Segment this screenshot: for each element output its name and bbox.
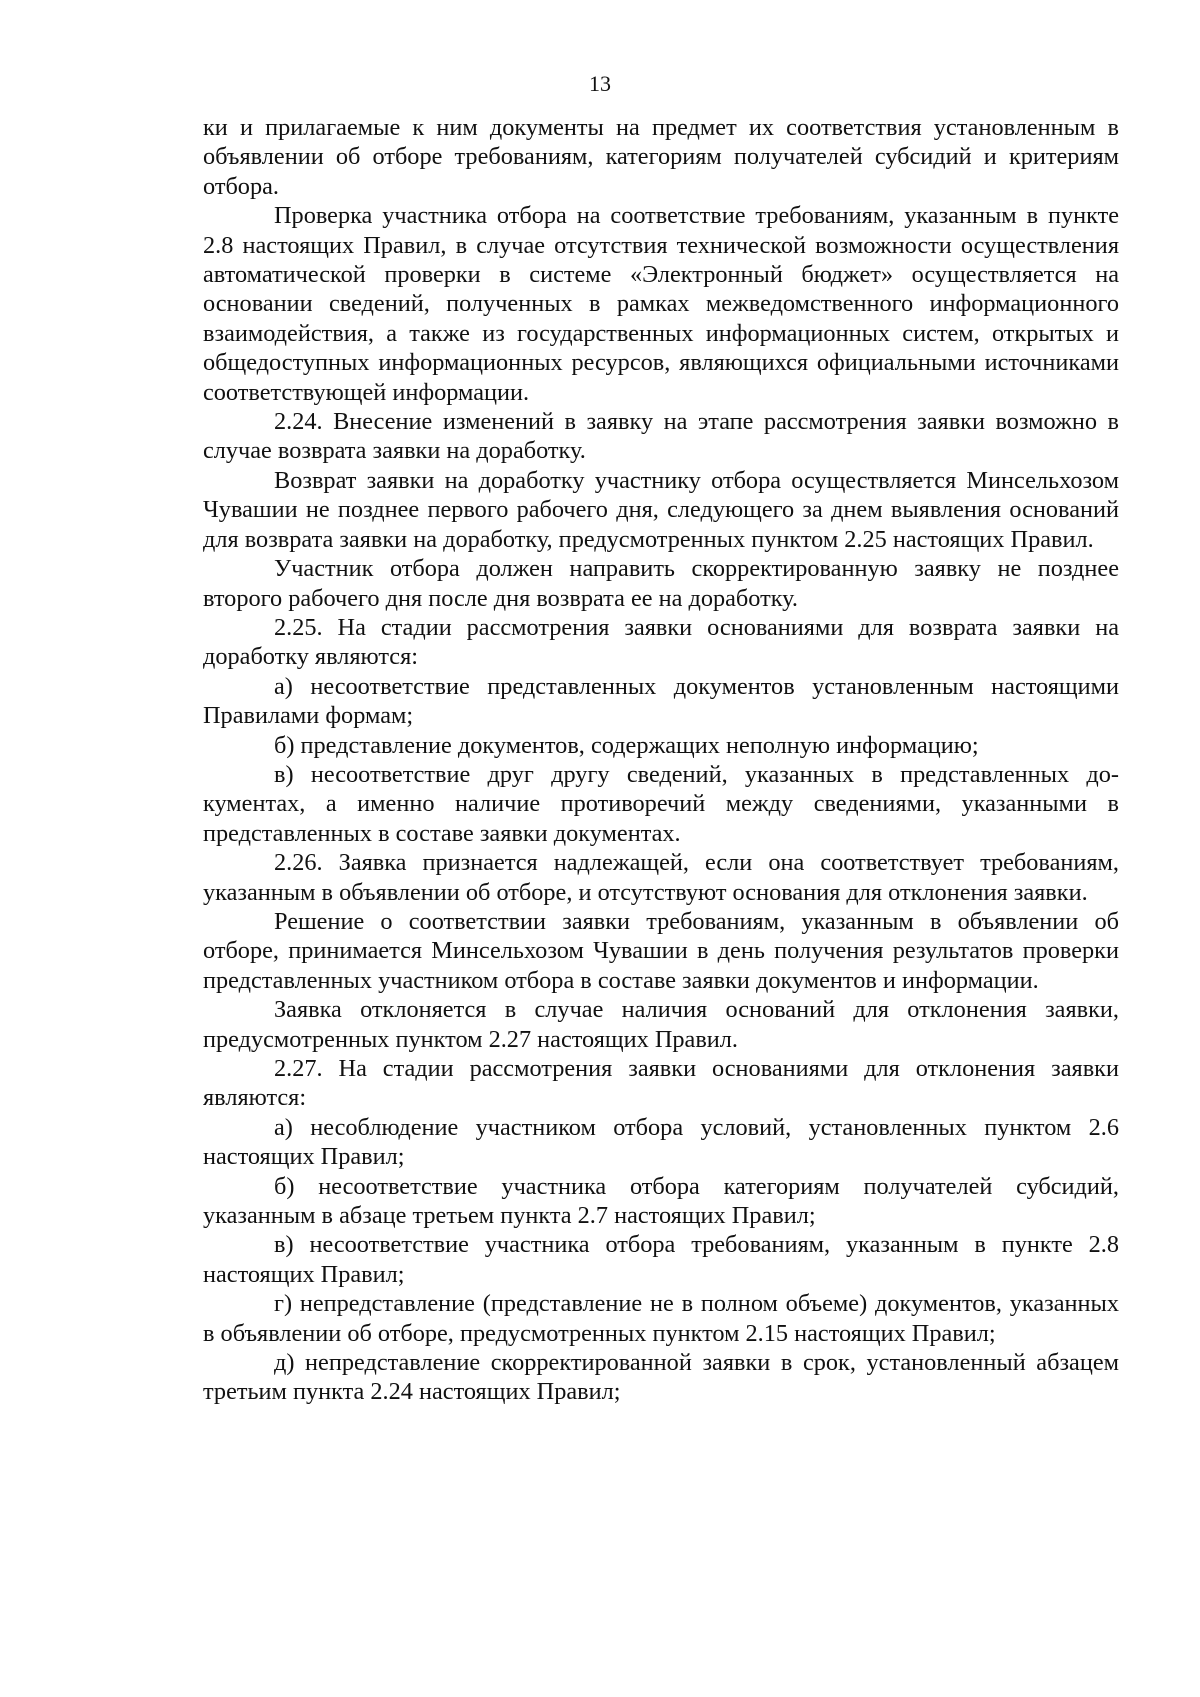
paragraph: б) представление документов, содержащих неполную информацию; xyxy=(274,731,979,759)
paragraph: а) несоответствие представленных документов установленным настоящими Правилами формам; xyxy=(203,672,1119,730)
paragraph: ки и прилагаемые к ним документы на предмет их соответствия установленным в объявлении об отборе требованиям, категориям получателей субсидий и критериям отбора. xyxy=(203,114,1119,200)
document-body xyxy=(203,113,1119,1407)
paragraph: в) несоответствие друг другу сведений, указанных в представленных документах, а именно наличие противоречий между сведениями, указанными в представленных в составе заявки документах. xyxy=(203,760,1119,847)
paragraph: Участник отбора должен направить скорректированную заявку не позднее второго рабочего дня после дня возврата ее на доработку. xyxy=(203,555,1119,612)
paragraph: а) несоблюдение участником отбора условий, установленных пунктом 2.6 настоящих Правил; xyxy=(203,1113,1119,1171)
paragraph: Заявка отклоняется в случае наличия оснований для отклонения заявки, предусмотренных пунктом 2.27 настоящих Правил. xyxy=(203,996,1119,1053)
paragraph: Возврат заявки на доработку участнику отбора осуществляется Минсельхозом Чувашии не позднее первого рабочего дня, следующего за днем выявления оснований для возврата заявки на доработку, предусмотренных пунктом 2.25 настоящих Правил. xyxy=(203,466,1119,553)
paragraph: Проверка участника отбора на соответствие требованиям, указанным в пункте 2.8 настоящих Правил, в случае отсутствия технической возможности осуществления автоматической проверки в системе «Электронный бюджет» осуществляется на основании сведений, полученных в рамках межведомственного информационного взаимодействия, а также из государственных информационных систем, открытых и общедоступных информационных ресурсов, являющихся официальными источниками соответствующей информации. xyxy=(203,202,1119,406)
paragraph: б) несоответствие участника отбора категориям получателей субсидий, указанным в абзаце третьем пункта 2.7 настоящих Правил; xyxy=(203,1172,1119,1230)
paragraph: 2.26. Заявка признается надлежащей, если она соответствует требованиям, указанным в объявлении об отборе, и отсутствуют основания для отклонения заявки. xyxy=(203,849,1119,906)
paragraph: 2.27. На стадии рассмотрения заявки основаниями для отклонения заявки являются: xyxy=(203,1055,1119,1112)
paragraph: 2.25. На стадии рассмотрения заявки основаниями для возврата заявки на доработку являются: xyxy=(203,613,1119,671)
page-number: 13 xyxy=(589,71,611,96)
paragraph: д) непредставление скорректированной заявки в срок, установленный абзацем третьим пункта 2.24 настоящих Правил; xyxy=(203,1349,1119,1406)
paragraph: г) непредставление (представление не в полном объеме) документов, указанных в объявлении об отборе, предусмотренных пунктом 2.15 настоящих Правил; xyxy=(203,1290,1119,1347)
paragraph: 2.24. Внесение изменений в заявку на этапе рассмотрения заявки возможно в случае возврата заявки на доработку. xyxy=(203,408,1119,465)
paragraph: Решение о соответствии заявки требованиям, указанным в объявлении об отборе, принимается Минсельхозом Чувашии в день получения результатов проверки представленных участником отбора в составе заявки документов и информации. xyxy=(203,907,1119,994)
paragraph: в) несоответствие участника отбора требованиям, указанным в пункте 2.8 настоящих Правил; xyxy=(203,1231,1119,1288)
